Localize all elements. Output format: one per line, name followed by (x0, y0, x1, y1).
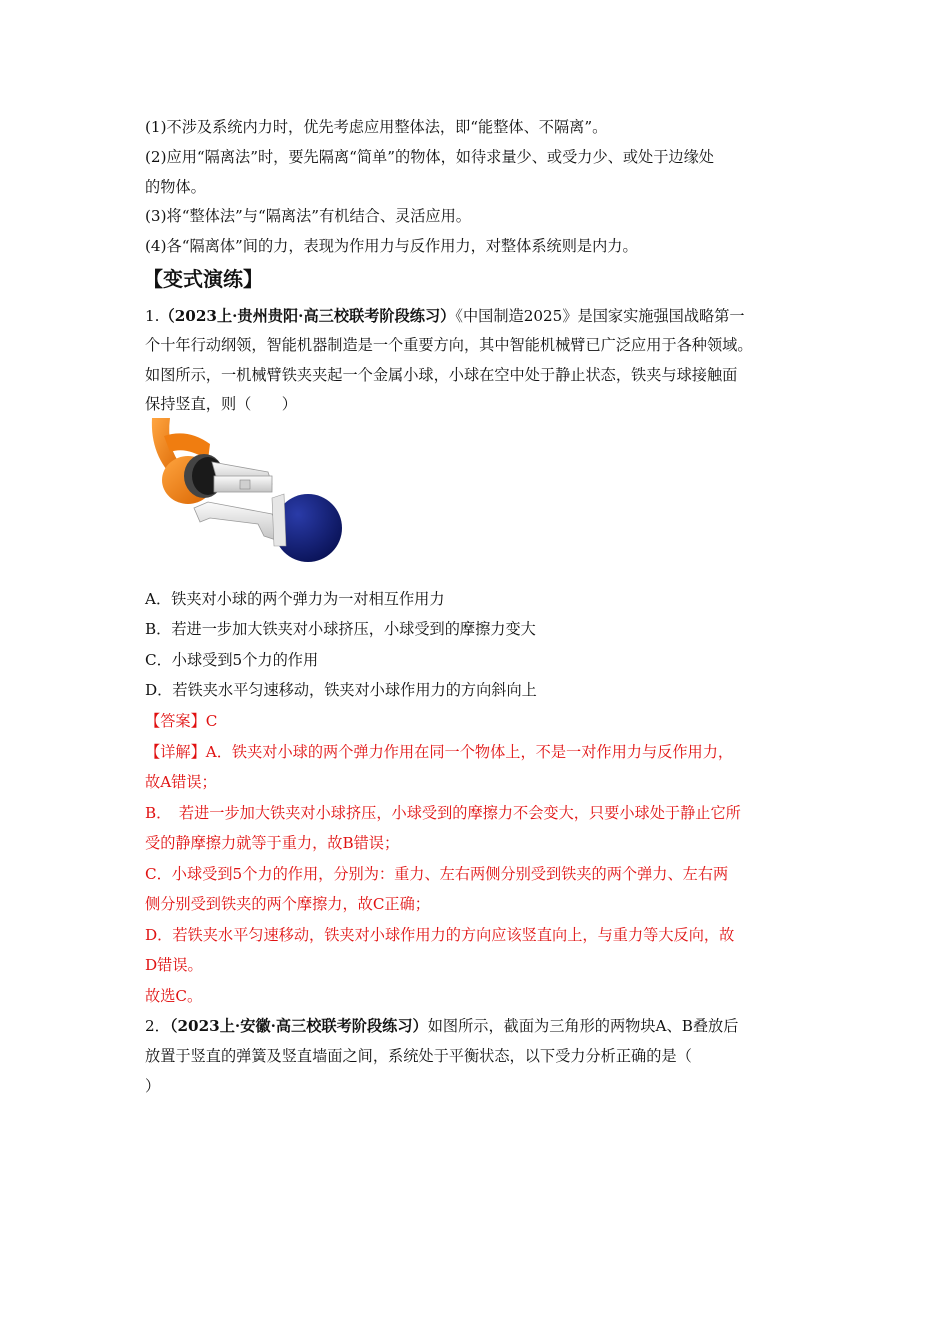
q1-stem-line: 保持竖直，则（ ） (145, 395, 297, 413)
q1-number: 1. (145, 307, 160, 325)
robot-arm-clamp-figure (148, 418, 348, 566)
q1-source: （2023上·贵州贵阳·高三校联考阶段练习） (159, 307, 456, 325)
q1-option-d: D．若铁夹水平匀速移动，铁夹对小球作用力的方向斜向上 (145, 681, 537, 699)
tip-1: (1)不涉及系统内力时，优先考虑应用整体法，即“能整体、不隔离”。 (145, 118, 608, 136)
q1-detail-line: 【详解】A．铁夹对小球的两个弹力作用在同一个物体上，不是一对作用力与反作用力， (145, 743, 734, 761)
q1-option-c: C．小球受到5个力的作用 (145, 651, 319, 669)
q1-detail-line: 受的静摩擦力就等于重力，故B错误； (145, 834, 400, 852)
section-heading: 【变式演练】 (143, 267, 263, 291)
q2-stem-start: 如图所示，截面为三角形的两物块A、B叠放后 (427, 1017, 739, 1035)
q2-stem-line: ） (145, 1077, 161, 1095)
q1-detail-line: 故选C。 (145, 987, 203, 1005)
q1-stem-first (145, 306, 745, 326)
q1-detail-line: D错误。 (145, 956, 203, 974)
q2-source: （2023上·安徽·高三校联考阶段练习） (169, 1017, 428, 1035)
q1-detail-line: 故A错误； (145, 773, 217, 791)
tip-3: (3)将“整体法”与“隔离法”有机结合、灵活应用。 (145, 207, 471, 225)
q1-stem-line: 如图所示，一机械臂铁夹夹起一个金属小球，小球在空中处于静止状态，铁夹与球接触面 (145, 366, 738, 384)
tip-2: (2)应用“隔离法”时，要先隔离“简单”的物体，如待求量少、或受力少、或处于边缘处 (145, 148, 714, 166)
q2-stem-line: 放置于竖直的弹簧及竖直墙面之间，系统处于平衡状态，以下受力分析正确的是（ (145, 1047, 692, 1065)
q2-stem-first (145, 1016, 738, 1036)
q1-stem-line: 个十年行动纲领，智能机器制造是一个重要方向，其中智能机械臂已广泛应用于各种领域。 (145, 336, 753, 354)
q1-option-a: A．铁夹对小球的两个弹力为一对相互作用力 (145, 590, 445, 608)
q1-detail-line: B． 若进一步加大铁夹对小球挤压，小球受到的摩擦力不会变大，只要小球处于静止它所 (145, 804, 741, 822)
q1-detail-line: 侧分别受到铁夹的两个摩擦力，故C正确； (145, 895, 430, 913)
q1-option-b: B．若进一步加大铁夹对小球挤压，小球受到的摩擦力变大 (145, 620, 536, 638)
q1-detail-line: D．若铁夹水平匀速移动，铁夹对小球作用力的方向应该竖直向上，与重力等大反向，故 (145, 926, 735, 944)
q2-number: 2． (145, 1017, 170, 1035)
tip-2-cont: 的物体。 (145, 178, 206, 196)
tip-4: (4)各“隔离体”间的力，表现为作用力与反作用力，对整体系统则是内力。 (145, 237, 638, 255)
q1-stem-start: 《中国制造2025》是国家实施强国战略第一 (455, 307, 745, 325)
q1-detail-line: C．小球受到5个力的作用，分别为：重力、左右两侧分别受到铁夹的两个弹力、左右两 (145, 865, 729, 883)
q1-answer: 【答案】C (145, 712, 218, 730)
